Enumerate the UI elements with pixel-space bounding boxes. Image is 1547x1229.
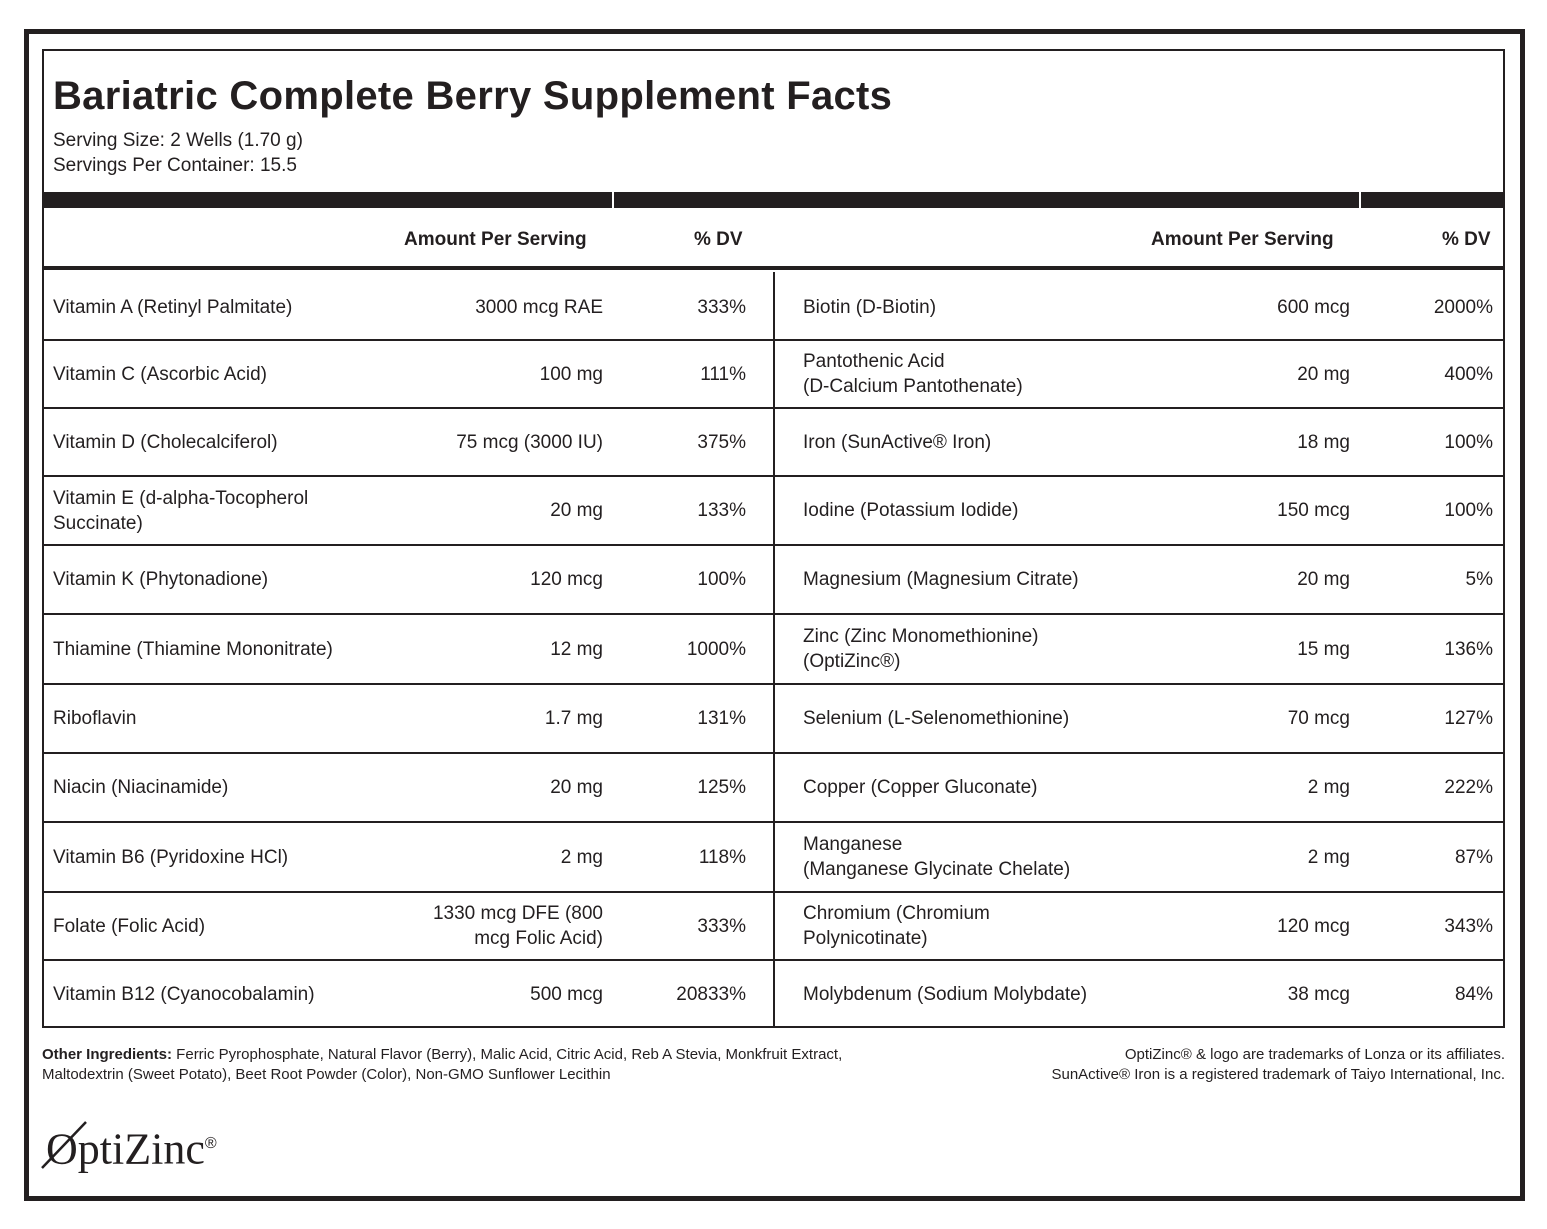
text-line: 222% [1444, 777, 1493, 798]
servings-per-container: Servings Per Container: 15.5 [53, 155, 297, 176]
text-line: 100% [1444, 431, 1493, 453]
text-line: 38 mcg [1287, 983, 1350, 1005]
table-row [44, 340, 1503, 408]
table-row [44, 753, 1503, 822]
nutrient-amount [1090, 476, 1350, 545]
other-ingredients-label: Other Ingredients: [42, 1046, 173, 1063]
text-line: 2 mg [560, 846, 603, 868]
nutrient-amount [1090, 274, 1350, 340]
serving-size: Serving Size: 2 Wells (1.70 g) [53, 130, 303, 151]
bar-gap [1359, 192, 1361, 208]
text-line: 127% [1444, 708, 1493, 729]
text-line: 20 mg [1297, 363, 1350, 385]
text-line: 100 mg [539, 363, 603, 385]
nutrient-daily-value [1363, 614, 1493, 684]
trademark-line2: SunActive® Iron is a registered trademark of Taiyo International, Inc. [1051, 1066, 1505, 1083]
nutrient-daily-value [1363, 960, 1493, 1028]
text-line: 1330 mcg DFE (800 [432, 903, 603, 924]
text-line: (OptiZinc®) [803, 651, 901, 672]
text-line: 120 mcg [1277, 915, 1350, 937]
text-line: Chromium (Chromium [803, 903, 990, 924]
nutrient-amount [1090, 340, 1350, 408]
text-line: 20 mg [550, 777, 603, 798]
nutrient-daily-value [616, 892, 746, 960]
text-line: 111% [700, 363, 746, 385]
nutrient-amount [1090, 684, 1350, 753]
text-line: 375% [697, 431, 746, 453]
nutrient-daily-value [1363, 545, 1493, 614]
nutrient-daily-value [616, 408, 746, 476]
nutrient-daily-value [1363, 274, 1493, 340]
text-line: Pantothenic Acid [803, 351, 945, 372]
nutrient-daily-value [616, 684, 746, 753]
text-line: 15 mg [1297, 638, 1350, 660]
text-line: Zinc (Zinc Monomethionine) [803, 626, 1039, 647]
text-line: Selenium (L-Selenomethionine) [803, 708, 1070, 729]
nutrient-amount [1090, 892, 1350, 960]
text-line: Iron (SunActive® Iron) [803, 431, 992, 453]
header-rule [44, 266, 1503, 270]
text-line: Riboflavin [53, 708, 137, 729]
nutrient-daily-value [1363, 340, 1493, 408]
supplement-facts-panel [42, 49, 1505, 1028]
header-dv-right: % DV [1442, 229, 1491, 250]
nutrient-amount [1090, 408, 1350, 476]
text-line: 12 mg [550, 638, 603, 660]
logo-wordmark: OptiZinc [46, 1124, 205, 1174]
text-line: 400% [1444, 363, 1493, 385]
trademark-notice [945, 1045, 1505, 1085]
nutrient-amount [343, 476, 603, 545]
text-line: Niacin (Niacinamide) [53, 777, 229, 798]
trademark-line1: OptiZinc® & logo are trademarks of Lonza or its affiliates. [1124, 1046, 1505, 1063]
nutrient-daily-value [616, 545, 746, 614]
text-line: 2000% [1433, 296, 1493, 318]
nutrient-amount [343, 340, 603, 408]
text-line: Vitamin B6 (Pyridoxine HCl) [53, 846, 289, 868]
text-line: (Manganese Glycinate Chelate) [803, 859, 1071, 880]
nutrient-daily-value [1363, 753, 1493, 822]
thick-divider-bar [44, 192, 1503, 208]
table-row [44, 274, 1503, 340]
text-line: 84% [1454, 983, 1493, 1005]
bar-gap [612, 192, 614, 208]
text-line: 1.7 mg [544, 708, 603, 729]
table-row [44, 476, 1503, 545]
header-dv-left: % DV [694, 229, 743, 250]
nutrient-amount [343, 274, 603, 340]
text-line: 2 mg [1307, 846, 1350, 868]
other-ingredients-line2: Maltodextrin (Sweet Potato), Beet Root Powder (Color), Non-GMO Sunflower Lecithin [42, 1066, 611, 1083]
text-line: 100% [697, 569, 746, 590]
header-amount-left: Amount Per Serving [404, 229, 587, 250]
text-line: 500 mcg [530, 983, 603, 1005]
logo-registered-mark: ® [204, 1135, 217, 1152]
nutrient-daily-value [1363, 892, 1493, 960]
nutrient-amount [343, 753, 603, 822]
nutrient-daily-value [1363, 408, 1493, 476]
text-line: 120 mcg [530, 569, 603, 590]
nutrient-amount [1090, 545, 1350, 614]
table-row [44, 892, 1503, 960]
text-line: 5% [1465, 569, 1493, 590]
text-line: Molybdenum (Sodium Molybdate) [803, 983, 1088, 1005]
text-line: Vitamin D (Cholecalciferol) [53, 431, 278, 453]
text-line: Succinate) [53, 512, 143, 534]
text-line: Iodine (Potassium Iodide) [803, 500, 1019, 521]
text-line: 133% [697, 500, 746, 521]
nutrient-amount [343, 822, 603, 892]
text-line: 1000% [686, 638, 746, 660]
nutrient-daily-value [1363, 476, 1493, 545]
nutrient-amount [1090, 960, 1350, 1028]
nutrient-daily-value [616, 614, 746, 684]
text-line: Vitamin B12 (Cyanocobalamin) [53, 983, 315, 1005]
text-line: Vitamin C (Ascorbic Acid) [53, 363, 267, 385]
text-line: Magnesium (Magnesium Citrate) [803, 569, 1079, 590]
nutrient-amount [343, 960, 603, 1028]
nutrient-daily-value [616, 960, 746, 1028]
optizinc-logo [40, 1114, 280, 1174]
text-line: Vitamin A (Retinyl Palmitate) [53, 296, 293, 318]
text-line: Copper (Copper Gluconate) [803, 777, 1038, 798]
table-row [44, 614, 1503, 684]
text-line: 333% [697, 296, 746, 318]
table-row [44, 408, 1503, 476]
text-line: 136% [1444, 638, 1493, 660]
text-line: mcg Folic Acid) [474, 928, 603, 949]
text-line: 20 mg [550, 500, 603, 521]
text-line: 118% [698, 846, 746, 868]
text-line: 125% [697, 777, 746, 798]
text-line: Thiamine (Thiamine Mononitrate) [53, 638, 333, 660]
text-line: 18 mg [1297, 431, 1350, 453]
nutrient-amount [1090, 614, 1350, 684]
text-line: 600 mcg [1277, 296, 1350, 318]
other-ingredients-line1: Ferric Pyrophosphate, Natural Flavor (Berry), Malic Acid, Citric Acid, Reb A Stevia, Monkfruit Extract, [172, 1046, 843, 1063]
text-line: 343% [1444, 915, 1493, 937]
text-line: Polynicotinate) [803, 928, 928, 949]
text-line: Vitamin K (Phytonadione) [53, 569, 269, 590]
text-line: 20 mg [1297, 569, 1350, 590]
nutrient-daily-value [1363, 684, 1493, 753]
text-line: 2 mg [1307, 777, 1350, 798]
table-row [44, 545, 1503, 614]
header-amount-right: Amount Per Serving [1151, 229, 1334, 250]
text-line: 131% [697, 708, 746, 729]
table-row [44, 822, 1503, 892]
nutrient-amount [343, 408, 603, 476]
text-line: 3000 mcg RAE [475, 296, 603, 318]
text-line: Folate (Folic Acid) [53, 915, 206, 937]
nutrient-amount [1090, 753, 1350, 822]
nutrient-amount [343, 614, 603, 684]
nutrient-daily-value [616, 476, 746, 545]
nutrient-daily-value [1363, 822, 1493, 892]
page-title: Bariatric Complete Berry Supplement Facts [53, 74, 893, 118]
text-line: 70 mcg [1287, 708, 1350, 729]
nutrient-daily-value [616, 753, 746, 822]
table-row [44, 960, 1503, 1028]
nutrient-amount [1090, 822, 1350, 892]
text-line: (D-Calcium Pantothenate) [803, 376, 1023, 397]
nutrient-daily-value [616, 340, 746, 408]
text-line: Biotin (D-Biotin) [803, 296, 937, 318]
other-ingredients [42, 1045, 942, 1085]
table-row [44, 684, 1503, 753]
nutrient-amount [343, 684, 603, 753]
text-line: 20833% [676, 983, 746, 1005]
nutrient-daily-value [616, 274, 746, 340]
text-line: 333% [697, 915, 746, 937]
text-line: 100% [1444, 500, 1493, 521]
text-line: 75 mcg (3000 IU) [456, 431, 603, 453]
text-line: 150 mcg [1277, 500, 1350, 521]
nutrient-amount [343, 892, 603, 960]
text-line: Manganese [803, 834, 903, 855]
text-line: Vitamin E (d-alpha-Tocopherol [53, 487, 309, 509]
nutrient-amount [343, 545, 603, 614]
text-line: 87% [1454, 846, 1493, 868]
nutrient-daily-value [616, 822, 746, 892]
